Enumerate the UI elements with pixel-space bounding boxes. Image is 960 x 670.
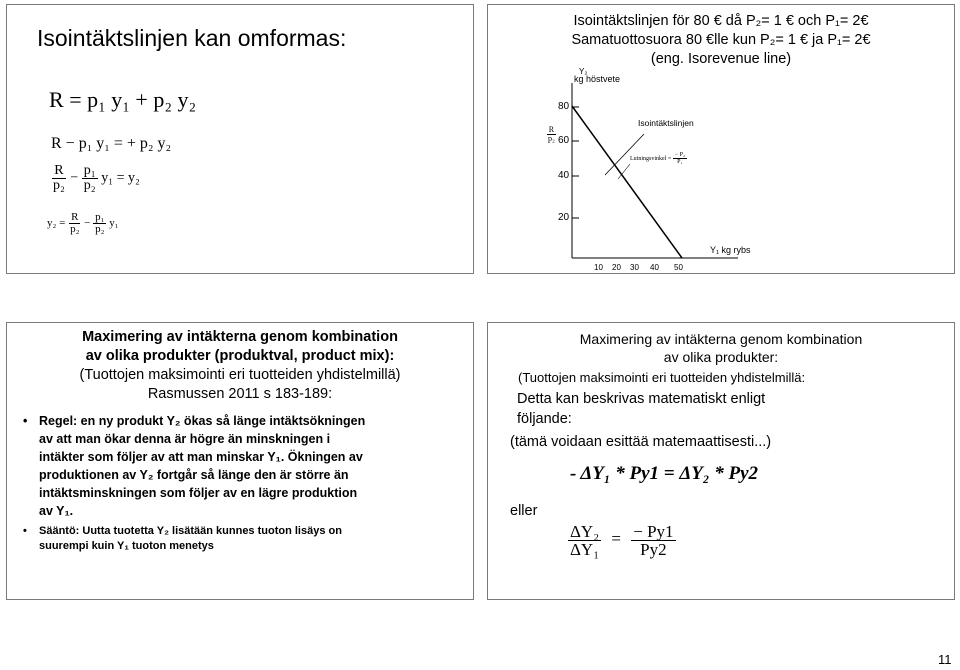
slide-4-title-line-1: Maximering av intäkterna genom kombination xyxy=(579,331,863,347)
bullet-rule-finnish: • Sääntö: Uutta tuotetta Y₂ lisätään kunnes tuoton lisäys on suurempi kuin Y₁ tuoton menetys xyxy=(23,524,373,554)
y-axis-label-unit: kg höstvete xyxy=(574,74,621,84)
slide-4 xyxy=(487,322,955,600)
equation-1: R = p₁ y₁ + p₂ y₂ xyxy=(49,87,197,112)
equation-2: R − p₁ y₁ = + p₂ y₂ xyxy=(51,135,172,152)
slide-4-title-line-2: av olika produkter: xyxy=(663,349,779,365)
x-tick-label-30: 30 xyxy=(630,263,639,272)
slide-3-title-line-1: Maximering av intäkterna genom kombination xyxy=(82,329,398,345)
y-tick-label-40: 40 xyxy=(558,170,570,181)
slide-1-title: Isointäktslinjen kan omformas: xyxy=(37,25,347,51)
x-tick-label-50: 50 xyxy=(674,263,683,272)
slide-3 xyxy=(6,322,474,600)
y-tick-label-80: 80 xyxy=(558,101,570,112)
slide-4-text-1: Detta kan beskrivas matematiskt enligt xyxy=(517,391,766,407)
isorevenue-line-label: Isointäktslinjen xyxy=(638,118,694,128)
equation-3: $\frac{R}{\text{p₂}}$ − $\frac{\text{p₁}}{\text{p₂}}$ y₁ = y₂ xyxy=(53,163,140,193)
or-label: eller xyxy=(510,503,538,519)
bullet-rule-swedish: • Regel: en ny produkt Y₂ ökas så länge intäktsökningen av att man ökar denna är högre än minskningen i intäkter som följer av att man minskar Y₁. Ökningen av produktionen av Y₂ fortgår så länge den är större än intäktsminskningen som följer av en lägre produktion av Y₁. xyxy=(23,412,373,520)
slope-label: Lutningsvinkel = $\frac{\text{− P₂}}{\text{P₁}}$ xyxy=(630,152,686,165)
slide-3-title-line-3: (Tuottojen maksimointi eri tuotteiden yhdistelmillä) xyxy=(79,367,401,383)
x-tick-label-40: 40 xyxy=(650,263,659,272)
x-tick-label-20: 20 xyxy=(612,263,621,272)
slide-2-title-line-3: (eng. Isorevenue line) xyxy=(650,51,792,67)
x-tick-label-10: 10 xyxy=(594,263,603,272)
slide-2-title-line-2: Samatuottosuora 80 €lle kun P₂= 1 € ja P₁= 2€ xyxy=(571,32,871,48)
y-tick-label-20: 20 xyxy=(558,212,570,223)
slide-3-bullets xyxy=(23,412,373,554)
x-axis-label: Y₁ kg rybs xyxy=(710,245,751,255)
y-tick-label-60: 60 xyxy=(558,135,570,146)
slide-2 xyxy=(487,4,955,274)
y-axis-ratio: $\frac{R}{\text{p₂}}$ xyxy=(548,125,555,143)
formula-2: $\frac{\text{ΔY₂}}{\text{ΔY₁}}$ = $\frac{- Py1}{Py2}$ xyxy=(570,522,674,559)
slide-4-subtitle: (Tuottojen maksimointi eri tuotteiden yhdistelmillä: xyxy=(518,370,806,385)
slide-4-text-3: (tämä voidaan esittää matemaattisesti...) xyxy=(510,434,772,450)
y-axis-label-var: Y₂ xyxy=(579,67,588,76)
page-number: 11 xyxy=(938,652,952,667)
formula-1: - ΔY₁ * Py1 = ΔY₂ * Py2 xyxy=(570,463,759,484)
equation-4: y₂ = $\frac{R}{\text{p₂}}$ − $\frac{\text{p₁}}{\text{p₂}}$ y₁ xyxy=(47,211,119,235)
slide-2-title-line-1: Isointäktslinjen för 80 € då P₂= 1 € och P₁= 2€ xyxy=(573,13,869,29)
slide-3-title-line-2: av olika produkter (produktval, product mix): xyxy=(85,348,395,364)
slide-4-text-2: följande: xyxy=(517,411,572,427)
isorevenue-line xyxy=(572,106,682,258)
slide-1 xyxy=(6,4,474,274)
slide-3-title-line-4: Rasmussen 2011 s 183-189: xyxy=(147,386,333,402)
